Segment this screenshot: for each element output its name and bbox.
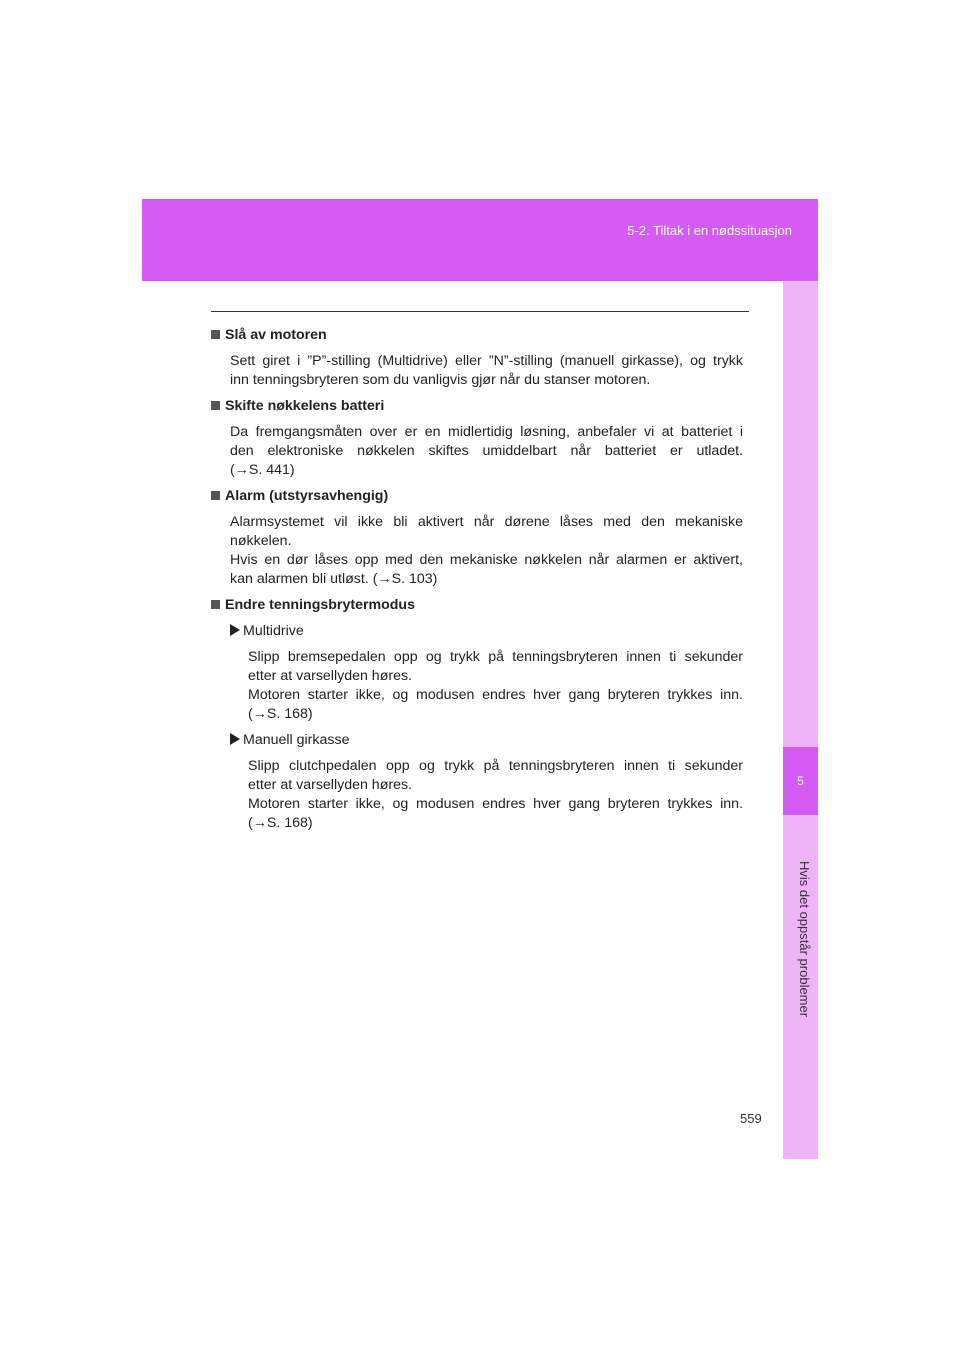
section-heading: Slå av motoren	[211, 326, 743, 345]
section-title: 5-2. Tiltak i en nødssituasjon	[627, 223, 792, 238]
section-heading: Alarm (utstyrsavhengig)	[211, 487, 743, 506]
sub-item: Manuell girkasse	[230, 731, 743, 750]
section-paragraph: Da fremgangsmåten over er en midlertidig løsning, anbefaler vi at batteriet i den elektroniske nøkkelen skiftes umiddelbart når batteriet er utladet. (→S. 441)	[230, 424, 743, 478]
section-paragraph: Sett giret i ”P”-stilling (Multidrive) eller ”N”-stilling (manuell girkasse), og trykk inn tenningsbryteren som du vanligvis gjør når du stanser motoren.	[230, 353, 743, 388]
sub-item: Multidrive	[230, 622, 743, 641]
square-bullet-icon	[211, 491, 220, 500]
section-paragraph: Alarmsystemet vil ikke bli aktivert når dørene låses med den mekaniske nøkkelen. Hvis en dør låses opp med den mekaniske nøkkelen når alarmen er aktivert, kan alarmen bli utløst. (→S. 103)	[230, 514, 743, 587]
sub-paragraph: Slipp clutchpedalen opp og trykk på tenningsbryteren innen ti sekunder etter at varsellyden høres. Motoren starter ikke, og modusen endres hver gang bryteren trykkes inn. (→S. 168)	[248, 758, 743, 831]
page-number: 559	[740, 1111, 762, 1126]
square-bullet-icon	[211, 600, 220, 609]
chapter-side-tab	[783, 281, 818, 1159]
page-content	[211, 326, 743, 833]
triangle-bullet-icon	[230, 624, 240, 636]
chapter-number: 5	[783, 747, 818, 815]
header-band	[142, 199, 818, 281]
square-bullet-icon	[211, 401, 220, 410]
sub-paragraph: Slipp bremsepedalen opp og trykk på tenningsbryteren innen ti sekunder etter at varsellyden høres. Motoren starter ikke, og modusen endres hver gang bryteren trykkes inn. (→S. 168)	[248, 649, 743, 722]
section-heading: Endre tenningsbrytermodus	[211, 596, 743, 615]
square-bullet-icon	[211, 330, 220, 339]
chapter-label: Hvis det oppstår problemer	[797, 861, 812, 1018]
triangle-bullet-icon	[230, 733, 240, 745]
content-divider	[211, 311, 749, 312]
section-heading: Skifte nøkkelens batteri	[211, 397, 743, 416]
